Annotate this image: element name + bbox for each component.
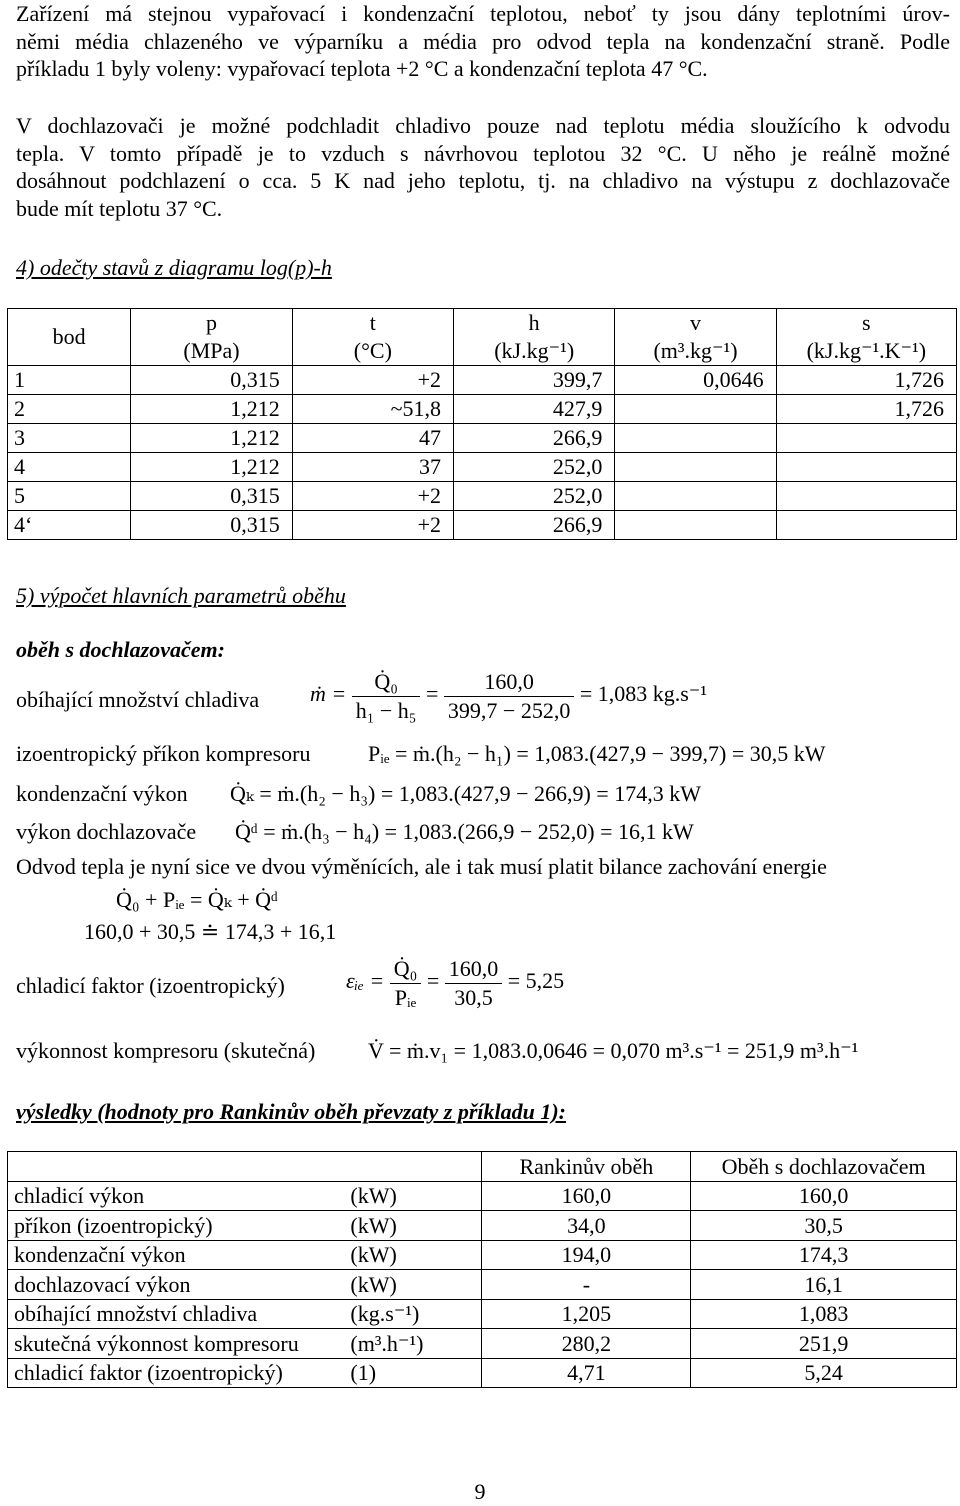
header-unit: (°C) <box>353 338 392 363</box>
table-cell: (kW) <box>344 1240 482 1270</box>
table-cell: 3 <box>8 424 131 453</box>
table-cell: 252,0 <box>454 453 615 482</box>
table-cell: (kW) <box>344 1270 482 1300</box>
header-cell <box>292 309 453 366</box>
header-text: t <box>369 310 376 335</box>
paragraph-line: dosáhnout podchlazení o cca. 5 K nad jeho teplotu, tj. na chladivo na výstupu z dochlazovače <box>16 168 950 193</box>
header-text: p <box>206 310 218 335</box>
table-cell: 399,7 <box>454 366 615 395</box>
table-row <box>8 366 957 395</box>
table-cell: (kg.s⁻¹) <box>344 1299 482 1329</box>
paragraph-line: němi média chlazeného ve výparníku a média pro odvod tepla na kondenzační straně. Podle <box>16 28 950 54</box>
table-cell <box>776 511 956 540</box>
table-cell <box>776 482 956 511</box>
balance-numeric: 160,0 + 30,5 ≐ 174,3 + 16,1 <box>84 919 337 944</box>
table-cell: 0,0646 <box>615 366 776 395</box>
table-cell: 30,5 <box>691 1211 957 1241</box>
header-cell: Oběh s dochlazovačem <box>691 1152 957 1182</box>
fraction-denominator: h₁ − h₅ <box>355 697 417 723</box>
table-cell: 266,9 <box>454 511 615 540</box>
fraction-denominator: 30,5 <box>454 984 493 1010</box>
cycle-heading: oběh s dochlazovačem: <box>16 637 225 662</box>
table-cell: (kW) <box>344 1211 482 1241</box>
table-cell: 252,0 <box>454 482 615 511</box>
table-cell: 266,9 <box>454 424 615 453</box>
table-cell: +2 <box>292 482 453 511</box>
table-cell: 1,212 <box>131 395 292 424</box>
table-cell: 4 <box>8 453 131 482</box>
paragraph-line: příkladu 1 byly voleny: vypařovací teplota +2 °C a kondenzační teplota 47 °C. <box>16 56 708 81</box>
table-cell: skutečná výkonnost kompresoru <box>8 1329 345 1359</box>
table-cell: 4,71 <box>482 1358 691 1388</box>
paragraph-line: bude mít teplotu 37 °C. <box>16 195 223 221</box>
table-cell: 0,315 <box>131 366 292 395</box>
table-cell: obíhající množství chladiva <box>8 1299 345 1329</box>
cop-equation <box>346 955 564 1011</box>
table-cell: 1,212 <box>131 424 292 453</box>
results-table <box>7 1151 957 1388</box>
table-cell <box>615 453 776 482</box>
header-cell: Rankinův oběh <box>482 1152 691 1182</box>
table-cell: chladicí výkon <box>8 1181 345 1211</box>
table-cell: (m³.h⁻¹) <box>344 1329 482 1359</box>
intro-paragraph <box>16 0 950 83</box>
table-cell: 34,0 <box>482 1211 691 1241</box>
table-cell: 1,205 <box>482 1299 691 1329</box>
table-row <box>8 395 957 424</box>
table-cell: +2 <box>292 511 453 540</box>
table-cell: 160,0 <box>482 1181 691 1211</box>
balance-equation: Q̇₀ + Pᵢₑ = Q̇ₖ + Q̇ᵈ <box>116 887 278 912</box>
fraction-numerator: 160,0 <box>445 955 503 984</box>
table-cell: 16,1 <box>691 1270 957 1300</box>
table-header-row <box>8 1152 957 1182</box>
table-cell: 251,9 <box>691 1329 957 1359</box>
table-cell: ~51,8 <box>292 395 453 424</box>
table-cell: 2 <box>8 395 131 424</box>
header-text: bod <box>52 324 86 350</box>
fraction <box>352 668 421 724</box>
table-row <box>8 453 957 482</box>
results-heading: výsledky (hodnoty pro Rankinův oběh převzaty z příkladu 1): <box>16 1099 566 1124</box>
mass-flow-result: = 1,083 kg.s⁻¹ <box>579 681 708 707</box>
compressor-equation: Pᵢₑ = ṁ.(h₂ − h₁) = 1,083.(427,9 − 399,7) = 30,5 kW <box>368 741 826 766</box>
condensation-equation: Q̇ₖ = ṁ.(h₂ − h₃) = 1,083.(427,9 − 266,9) = 174,3 kW <box>230 781 701 806</box>
header-cell <box>8 1152 345 1182</box>
header-cell <box>615 309 776 366</box>
cop-result: = 5,25 <box>507 968 565 994</box>
mass-flow-lhs: ṁ = <box>310 681 347 707</box>
table-cell <box>615 424 776 453</box>
table-row <box>8 1329 957 1359</box>
table-cell: 1,212 <box>131 453 292 482</box>
table-row <box>8 1211 957 1241</box>
paragraph-line: Zařízení má stejnou vypařovací i kondenzační teplotou, neboť ty jsou dány teplotními úrov- <box>16 1 950 26</box>
table-cell <box>615 511 776 540</box>
table-cell: příkon (izoentropický) <box>8 1211 345 1241</box>
mass-flow-label: obíhající množství chladiva <box>16 687 260 712</box>
header-cell <box>131 309 292 366</box>
fraction <box>445 955 503 1011</box>
equals-sign: = <box>425 681 439 707</box>
fraction-denominator: Pᵢₑ <box>394 984 417 1010</box>
table-header-row <box>8 309 957 366</box>
subcooler-paragraph <box>16 112 950 222</box>
header-text: h <box>528 310 540 335</box>
table-cell: 4‘ <box>8 511 131 540</box>
header-unit: (MPa) <box>183 338 240 363</box>
table-cell: +2 <box>292 366 453 395</box>
table-row <box>8 482 957 511</box>
table-cell: (kW) <box>344 1181 482 1211</box>
table-cell: dochlazovací výkon <box>8 1270 345 1300</box>
table-cell: - <box>482 1270 691 1300</box>
table-row <box>8 1181 957 1211</box>
header-unit: (kJ.kg⁻¹.K⁻¹) <box>806 338 927 363</box>
equals-sign: = <box>426 968 440 994</box>
table-row <box>8 511 957 540</box>
header-cell <box>776 309 956 366</box>
table-cell: 47 <box>292 424 453 453</box>
subcooler-equation: Q̇ᵈ = ṁ.(h₃ − h₄) = 1,083.(266,9 − 252,0) = 16,1 kW <box>235 819 694 844</box>
subcooler-label: výkon dochlazovače <box>16 819 197 844</box>
table-cell: 1,726 <box>776 395 956 424</box>
table-cell: 0,315 <box>131 482 292 511</box>
compressor-label: izoentropický příkon kompresoru <box>16 741 311 766</box>
page-number: 9 <box>474 1479 486 1504</box>
header-unit: (m³.kg⁻¹) <box>653 338 738 363</box>
table-cell: 160,0 <box>691 1181 957 1211</box>
volume-equation: V̇ = ṁ.v₁ = 1,083.0,0646 = 0,070 m³.s⁻¹ = 251,9 m³.h⁻¹ <box>368 1038 859 1063</box>
state-points-table <box>7 308 957 540</box>
table-cell: 1,726 <box>776 366 956 395</box>
fraction-numerator: Q̇₀ <box>352 668 421 697</box>
table-cell: kondenzační výkon <box>8 1240 345 1270</box>
paragraph-line: V dochlazovači je možné podchladit chladivo pouze nad teplotu média sloužícího k odvodu <box>16 113 950 138</box>
fraction-numerator: Q̇₀ <box>390 955 422 984</box>
fraction-denominator: 399,7 − 252,0 <box>447 697 571 723</box>
table-cell: 5 <box>8 482 131 511</box>
table-cell <box>615 482 776 511</box>
fraction <box>390 955 422 1011</box>
table-cell: 174,3 <box>691 1240 957 1270</box>
table-row <box>8 424 957 453</box>
mass-flow-equation <box>310 668 707 724</box>
header-text: s <box>862 310 871 335</box>
table-cell: 1,083 <box>691 1299 957 1329</box>
table-cell: 280,2 <box>482 1329 691 1359</box>
table-row <box>8 1240 957 1270</box>
table-row <box>8 1270 957 1300</box>
table-row <box>8 1358 957 1388</box>
section-4-heading: 4) odečty stavů z diagramu log(p)-h <box>16 255 332 280</box>
table-cell <box>615 395 776 424</box>
table-row <box>8 1299 957 1329</box>
paragraph-line: tepla. V tomto případě je to vzduch s návrhovou teplotou 32 °C. U něho je reálně možné <box>16 140 950 166</box>
fraction <box>444 668 574 724</box>
condensation-label: kondenzační výkon <box>16 781 188 806</box>
header-cell <box>454 309 615 366</box>
fraction-numerator: 160,0 <box>444 668 574 697</box>
cop-lhs: εᵢₑ = <box>346 968 385 994</box>
table-cell: (1) <box>344 1358 482 1388</box>
table-cell: 194,0 <box>482 1240 691 1270</box>
cop-label: chladicí faktor (izoentropický) <box>16 973 285 998</box>
volume-label: výkonnost kompresoru (skutečná) <box>16 1038 316 1063</box>
table-cell <box>776 453 956 482</box>
table-cell: 5,24 <box>691 1358 957 1388</box>
header-text: v <box>690 310 701 335</box>
table-cell <box>776 424 956 453</box>
table-cell: 1 <box>8 366 131 395</box>
section-5-heading: 5) výpočet hlavních parametrů oběhu <box>16 583 346 608</box>
balance-text: Odvod tepla je nyní sice ve dvou výměnících, ale i tak musí platit bilance zachování energie <box>16 854 827 879</box>
table-cell: 0,315 <box>131 511 292 540</box>
header-cell <box>344 1152 482 1182</box>
table-cell: chladicí faktor (izoentropický) <box>8 1358 345 1388</box>
header-unit: (kJ.kg⁻¹) <box>494 338 575 363</box>
header-cell <box>8 309 131 366</box>
table-cell: 427,9 <box>454 395 615 424</box>
table-cell: 37 <box>292 453 453 482</box>
